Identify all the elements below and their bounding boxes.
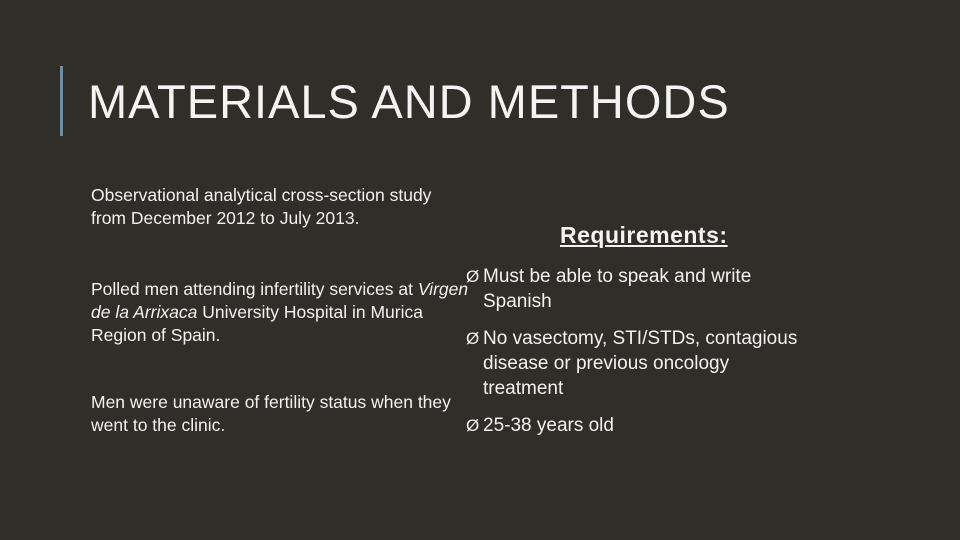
population-text-end: University Hospital in Murica Region of Spain.: [91, 302, 423, 345]
population-text-start: Polled men attending infertility services at: [91, 279, 418, 299]
requirements-heading: Requirements:: [560, 222, 728, 248]
requirement-item: [466, 264, 806, 314]
slide-title: MATERIALS AND METHODS: [88, 75, 730, 128]
title-accent-bar: [60, 66, 63, 136]
requirement-text: Must be able to speak and write Spanish: [483, 266, 752, 312]
requirement-text: No vasectomy, STI/STDs, contagious disease or previous oncology treatment: [483, 328, 798, 399]
arrow-bullet-icon: Ø: [466, 329, 480, 348]
arrow-bullet-icon: Ø: [466, 267, 480, 286]
study-design-paragraph: Observational analytical cross-section study from December 2012 to July 2013.: [91, 185, 432, 228]
population-paragraph: [91, 278, 471, 347]
requirement-text: 25-38 years old: [483, 415, 614, 436]
hospital-name: Virgen de la Arrixaca: [91, 279, 469, 322]
unaware-status-paragraph: Men were unaware of fertility status when they went to the clinic.: [91, 392, 451, 435]
requirements-list: [466, 264, 806, 450]
arrow-bullet-icon: Ø: [466, 416, 480, 435]
requirement-item: [466, 413, 806, 438]
requirement-item: [466, 326, 806, 401]
